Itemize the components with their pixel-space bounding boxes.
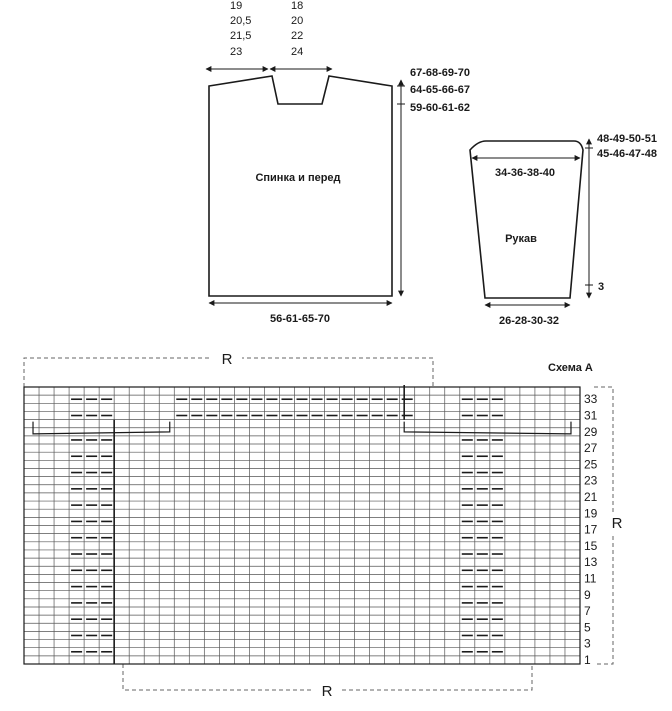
- bottom-repeat-label: R: [321, 683, 333, 700]
- row-number: 1: [584, 652, 591, 667]
- row-number: 33: [584, 392, 598, 407]
- left-width-2: 20,5: [230, 15, 252, 27]
- row-number: 19: [584, 506, 598, 521]
- row-number: 17: [584, 522, 598, 537]
- right-width-4: 24: [291, 46, 304, 58]
- chart-title: Схема А: [548, 362, 593, 374]
- row-number: 3: [584, 636, 591, 651]
- row-number: 29: [584, 424, 598, 439]
- row-number: 7: [584, 604, 591, 619]
- side-repeat-label: R: [611, 515, 623, 532]
- stitch-chart-grid: [24, 385, 580, 664]
- row-number: 23: [584, 473, 598, 488]
- sleeve-cuff-height: 3: [598, 281, 605, 293]
- top-repeat-label: R: [221, 351, 233, 368]
- right-width-1: 18: [291, 0, 304, 12]
- sleeve-bottom-width: 26-28-30-32: [499, 315, 559, 327]
- body-piece-label: Спинка и перед: [255, 172, 341, 184]
- row-number: 15: [584, 538, 598, 553]
- left-width-3: 21,5: [230, 30, 252, 42]
- body-bottom-width: 56-61-65-70: [270, 313, 330, 325]
- sleeve-label: Рукав: [505, 233, 537, 245]
- sleeve-height-total: 48-49-50-51: [597, 133, 657, 145]
- body-piece-outline: [209, 76, 392, 296]
- row-number: 25: [584, 457, 598, 472]
- body-height-shoulder: 64-65-66-67: [410, 84, 470, 96]
- right-width-2: 20: [291, 15, 304, 27]
- sleeve-outline: [470, 141, 583, 298]
- row-number: 31: [584, 408, 598, 423]
- left-width-4: 23: [230, 46, 243, 58]
- row-number: 5: [584, 620, 591, 635]
- body-height-neck: 59-60-61-62: [410, 102, 470, 114]
- row-number: 21: [584, 489, 598, 504]
- row-number: 11: [584, 571, 597, 586]
- right-width-3: 22: [291, 30, 304, 42]
- row-number: 9: [584, 587, 591, 602]
- neck-width-labels: [230, 0, 303, 58]
- row-number: 13: [584, 555, 598, 570]
- body-height-total: 67-68-69-70: [410, 67, 470, 79]
- sleeve-height-cap: 45-46-47-48: [597, 148, 657, 160]
- row-numbers: [584, 392, 598, 667]
- sleeve-upper-width: 34-36-38-40: [495, 167, 555, 179]
- row-number: 27: [584, 441, 598, 456]
- left-width-1: 19: [230, 0, 243, 12]
